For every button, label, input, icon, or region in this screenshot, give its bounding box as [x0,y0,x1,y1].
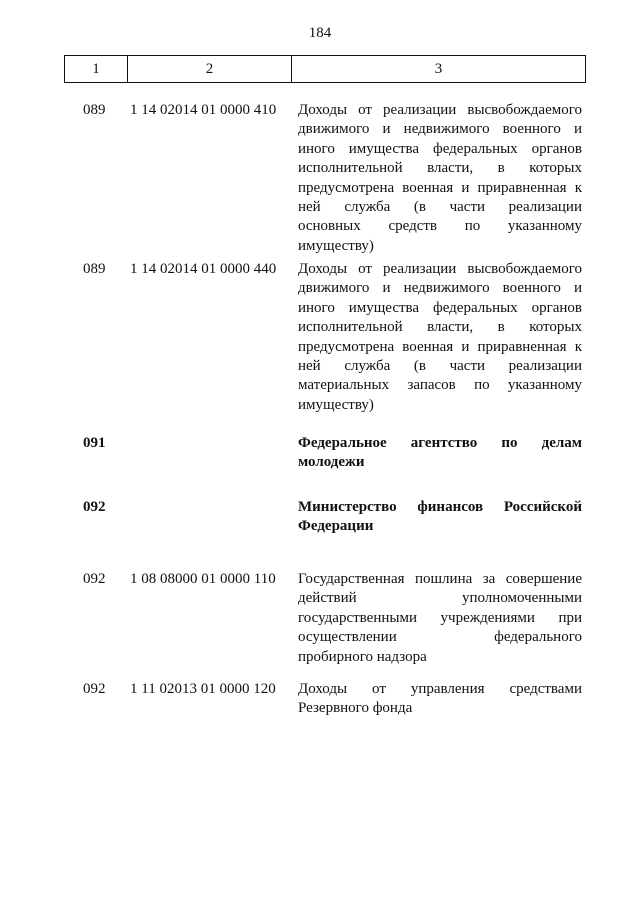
agency-name [298,498,582,537]
description-line: исполнительной власти, в которых [298,319,582,336]
table-header [64,55,586,83]
header-col-1: 1 [65,56,128,82]
description-line: иного имущества федеральных органов [298,140,582,157]
description-line: Министерство финансов Российской [298,499,582,515]
description-line: предусмотрена военная и приравненная к [298,179,582,196]
page-number: 184 [308,25,332,41]
description-line: действий уполномоченными [298,590,582,607]
header-col-2: 2 [128,56,292,82]
admin-code: 089 [83,102,106,118]
description-line: Доходы от управления средствами [298,681,582,697]
description-line: движимого и недвижимого военного и [298,121,582,138]
revenue-code: 1 08 08000 01 0000 110 [130,571,276,587]
description-line: государственными учреждениями при [298,609,582,626]
description-line: материальных запасов по указанному [298,377,582,394]
description-line: Федерации [298,518,374,535]
description-line: имуществу) [298,396,374,413]
revenue-description [298,570,582,667]
description-line: исполнительной власти, в которых [298,160,582,177]
description-line: осуществлении федерального [298,629,582,646]
revenue-description [298,101,582,256]
description-line: пробирного надзора [298,648,427,665]
revenue-code: 1 14 02014 01 0000 410 [130,102,277,118]
description-line: Доходы от реализации высвобождаемого [298,261,582,277]
description-line: молодежи [298,454,365,471]
description-line: ней служба (в части реализации [298,358,582,375]
admin-code: 092 [83,571,106,587]
header-col-3: 3 [434,60,443,77]
description-line: Государственная пошлина за совершение [298,571,582,587]
admin-code: 092 [83,499,106,515]
admin-code: 092 [83,681,106,697]
description-line: иного имущества федеральных органов [298,299,582,316]
description-line: Доходы от реализации высвобождаемого [298,102,582,118]
admin-code: 089 [83,261,106,277]
description-line: движимого и недвижимого военного и [298,280,582,297]
description-line: Федеральное агентство по делам [298,435,582,451]
description-line: имуществу) [298,237,374,254]
revenue-description [298,260,582,415]
description-line: Резервного фонда [298,700,413,717]
revenue-code: 1 14 02014 01 0000 440 [130,261,277,277]
agency-name [298,434,582,473]
description-line: основных средств по указанному [298,218,582,235]
admin-code: 091 [83,435,106,451]
description-line: предусмотрена военная и приравненная к [298,338,582,355]
description-line: ней служба (в части реализации [298,199,582,216]
revenue-description [298,680,582,719]
revenue-code: 1 11 02013 01 0000 120 [130,681,276,697]
